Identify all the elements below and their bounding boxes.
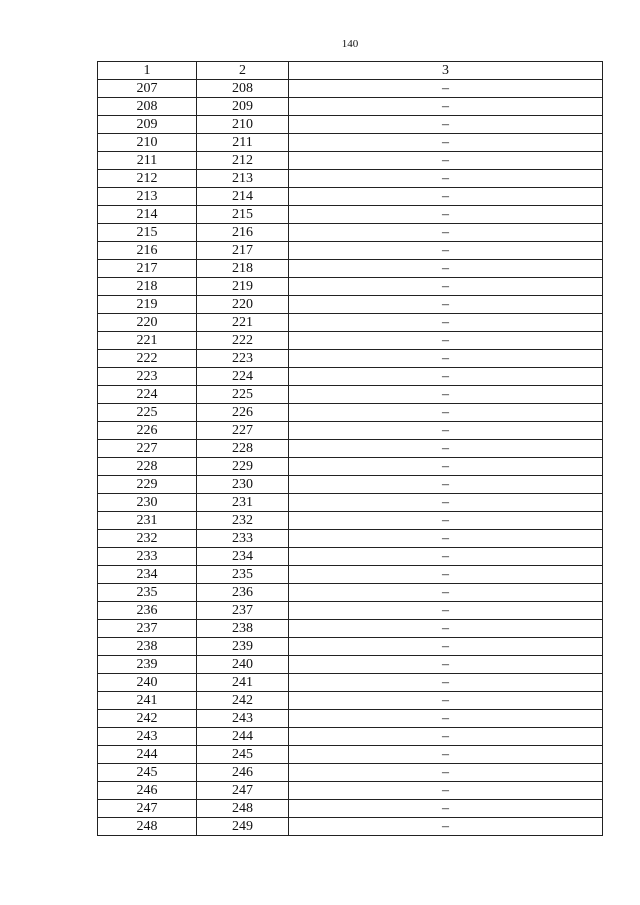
table-cell-col-1: 225: [98, 404, 197, 422]
table-cell-col-1: 230: [98, 494, 197, 512]
table-cell-col-3: –: [289, 116, 603, 134]
table-cell-col-2: 218: [197, 260, 289, 278]
table-cell-col-1: 247: [98, 800, 197, 818]
table-cell-col-2: 244: [197, 728, 289, 746]
table-cell-col-1: 239: [98, 656, 197, 674]
table-cell-col-3: –: [289, 494, 603, 512]
table-cell-col-2: 211: [197, 134, 289, 152]
table-cell-col-3: –: [289, 134, 603, 152]
table-cell-col-1: 235: [98, 584, 197, 602]
table-cell-col-2: 234: [197, 548, 289, 566]
table-cell-col-3: –: [289, 224, 603, 242]
table-cell-col-1: 212: [98, 170, 197, 188]
table-row: [98, 602, 603, 620]
table-cell-col-3: –: [289, 368, 603, 386]
table-row: [98, 512, 603, 530]
table-cell-col-2: 238: [197, 620, 289, 638]
table-cell-col-3: –: [289, 620, 603, 638]
table-cell-col-2: 216: [197, 224, 289, 242]
table-cell-col-2: 231: [197, 494, 289, 512]
table-cell-col-1: 238: [98, 638, 197, 656]
table-cell-col-2: 229: [197, 458, 289, 476]
table-row: [98, 332, 603, 350]
table-cell-col-2: 245: [197, 746, 289, 764]
table-cell-col-3: –: [289, 170, 603, 188]
table-row: [98, 782, 603, 800]
table-cell-col-2: 222: [197, 332, 289, 350]
table-row: [98, 692, 603, 710]
table-cell-col-3: –: [289, 314, 603, 332]
table-row: [98, 800, 603, 818]
table-cell-col-3: –: [289, 656, 603, 674]
table-cell-col-2: 210: [197, 116, 289, 134]
table-row: [98, 764, 603, 782]
table-row: [98, 584, 603, 602]
table-cell-col-3: –: [289, 674, 603, 692]
table-cell-col-3: –: [289, 602, 603, 620]
table-cell-col-3: –: [289, 98, 603, 116]
table-cell-col-2: 242: [197, 692, 289, 710]
table-cell-col-3: –: [289, 728, 603, 746]
table-cell-col-2: 223: [197, 350, 289, 368]
table-cell-col-2: 249: [197, 818, 289, 836]
table-cell-col-3: –: [289, 584, 603, 602]
table-cell-col-1: 243: [98, 728, 197, 746]
table-cell-col-2: 239: [197, 638, 289, 656]
table-cell-col-3: –: [289, 692, 603, 710]
table-cell-col-3: –: [289, 188, 603, 206]
table-cell-col-2: 236: [197, 584, 289, 602]
table-cell-col-2: 220: [197, 296, 289, 314]
table-cell-col-3: –: [289, 746, 603, 764]
data-table: [97, 61, 603, 836]
table-row: [98, 296, 603, 314]
table-cell-col-1: 216: [98, 242, 197, 260]
table-cell-col-1: 241: [98, 692, 197, 710]
table-cell-col-1: 224: [98, 386, 197, 404]
table-row: [98, 494, 603, 512]
table-cell-col-1: 242: [98, 710, 197, 728]
table-row: [98, 206, 603, 224]
table-row: [98, 314, 603, 332]
table-row: [98, 746, 603, 764]
table-row: [98, 98, 603, 116]
table-cell-col-2: 217: [197, 242, 289, 260]
table-row: [98, 224, 603, 242]
table-cell-col-3: –: [289, 242, 603, 260]
table-cell-col-3: –: [289, 152, 603, 170]
table-cell-col-1: 245: [98, 764, 197, 782]
table-cell-col-3: –: [289, 332, 603, 350]
table-cell-col-2: 233: [197, 530, 289, 548]
table-cell-col-1: 207: [98, 80, 197, 98]
table-cell-col-2: 247: [197, 782, 289, 800]
table-row: [98, 386, 603, 404]
table-row: [98, 368, 603, 386]
table-cell-col-3: –: [289, 422, 603, 440]
column-header-1: 1: [98, 62, 197, 80]
table-cell-col-3: –: [289, 512, 603, 530]
table-body: [98, 80, 603, 836]
table-cell-col-1: 228: [98, 458, 197, 476]
table-row: [98, 440, 603, 458]
table-cell-col-1: 214: [98, 206, 197, 224]
table-cell-col-2: 237: [197, 602, 289, 620]
table-cell-col-3: –: [289, 206, 603, 224]
table-cell-col-3: –: [289, 548, 603, 566]
table-row: [98, 242, 603, 260]
table-cell-col-3: –: [289, 818, 603, 836]
table-row: [98, 566, 603, 584]
table-cell-col-1: 223: [98, 368, 197, 386]
table-cell-col-1: 211: [98, 152, 197, 170]
table-cell-col-2: 227: [197, 422, 289, 440]
table-cell-col-2: 230: [197, 476, 289, 494]
table-row: [98, 728, 603, 746]
table-row: [98, 188, 603, 206]
table-cell-col-1: 229: [98, 476, 197, 494]
table-cell-col-2: 224: [197, 368, 289, 386]
table-header: [98, 62, 603, 80]
table-cell-col-1: 209: [98, 116, 197, 134]
table-cell-col-3: –: [289, 764, 603, 782]
table-cell-col-1: 220: [98, 314, 197, 332]
table-cell-col-2: 213: [197, 170, 289, 188]
table-row: [98, 656, 603, 674]
table-cell-col-2: 219: [197, 278, 289, 296]
table-row: [98, 530, 603, 548]
table-row: [98, 674, 603, 692]
table-cell-col-1: 208: [98, 98, 197, 116]
table-row: [98, 818, 603, 836]
table-cell-col-3: –: [289, 710, 603, 728]
table-cell-col-3: –: [289, 476, 603, 494]
table-cell-col-1: 231: [98, 512, 197, 530]
column-header-3: 3: [289, 62, 603, 80]
table-row: [98, 422, 603, 440]
table-cell-col-3: –: [289, 260, 603, 278]
table-cell-col-2: 246: [197, 764, 289, 782]
table-cell-col-3: –: [289, 800, 603, 818]
table-row: [98, 116, 603, 134]
table-cell-col-3: –: [289, 350, 603, 368]
table-row: [98, 638, 603, 656]
table-cell-col-1: 221: [98, 332, 197, 350]
table-header-row: [98, 62, 603, 80]
table-cell-col-1: 213: [98, 188, 197, 206]
table-cell-col-2: 235: [197, 566, 289, 584]
table-cell-col-1: 232: [98, 530, 197, 548]
table-cell-col-2: 228: [197, 440, 289, 458]
table-cell-col-3: –: [289, 458, 603, 476]
table-cell-col-1: 215: [98, 224, 197, 242]
table-cell-col-1: 234: [98, 566, 197, 584]
table-cell-col-1: 226: [98, 422, 197, 440]
table-cell-col-3: –: [289, 296, 603, 314]
table-cell-col-2: 215: [197, 206, 289, 224]
table-cell-col-2: 248: [197, 800, 289, 818]
table-cell-col-1: 218: [98, 278, 197, 296]
table-row: [98, 134, 603, 152]
table-cell-col-2: 241: [197, 674, 289, 692]
table-cell-col-1: 222: [98, 350, 197, 368]
table-row: [98, 152, 603, 170]
table-cell-col-3: –: [289, 782, 603, 800]
table-cell-col-3: –: [289, 566, 603, 584]
table-cell-col-2: 243: [197, 710, 289, 728]
table-cell-col-1: 227: [98, 440, 197, 458]
table-cell-col-1: 210: [98, 134, 197, 152]
table-cell-col-3: –: [289, 278, 603, 296]
table-row: [98, 458, 603, 476]
table-cell-col-2: 209: [197, 98, 289, 116]
table-cell-col-2: 232: [197, 512, 289, 530]
page-number: 140: [341, 38, 359, 50]
table-cell-col-3: –: [289, 80, 603, 98]
table-row: [98, 548, 603, 566]
table-row: [98, 404, 603, 422]
table-cell-col-3: –: [289, 386, 603, 404]
table-cell-col-3: –: [289, 530, 603, 548]
table-cell-col-1: 248: [98, 818, 197, 836]
table-row: [98, 710, 603, 728]
table-cell-col-3: –: [289, 638, 603, 656]
table-cell-col-2: 240: [197, 656, 289, 674]
table-cell-col-2: 208: [197, 80, 289, 98]
table-row: [98, 476, 603, 494]
table-cell-col-3: –: [289, 404, 603, 422]
table-cell-col-1: 233: [98, 548, 197, 566]
table-cell-col-1: 236: [98, 602, 197, 620]
table-row: [98, 350, 603, 368]
table-cell-col-1: 237: [98, 620, 197, 638]
table-cell-col-2: 214: [197, 188, 289, 206]
table-row: [98, 260, 603, 278]
table-row: [98, 278, 603, 296]
table-cell-col-2: 225: [197, 386, 289, 404]
table-cell-col-2: 226: [197, 404, 289, 422]
table-cell-col-1: 244: [98, 746, 197, 764]
column-header-2: 2: [197, 62, 289, 80]
table-row: [98, 80, 603, 98]
table-cell-col-2: 221: [197, 314, 289, 332]
table-cell-col-1: 217: [98, 260, 197, 278]
table-cell-col-1: 219: [98, 296, 197, 314]
table-cell-col-1: 246: [98, 782, 197, 800]
table-row: [98, 620, 603, 638]
table-cell-col-2: 212: [197, 152, 289, 170]
table-cell-col-1: 240: [98, 674, 197, 692]
table-cell-col-3: –: [289, 440, 603, 458]
table-row: [98, 170, 603, 188]
